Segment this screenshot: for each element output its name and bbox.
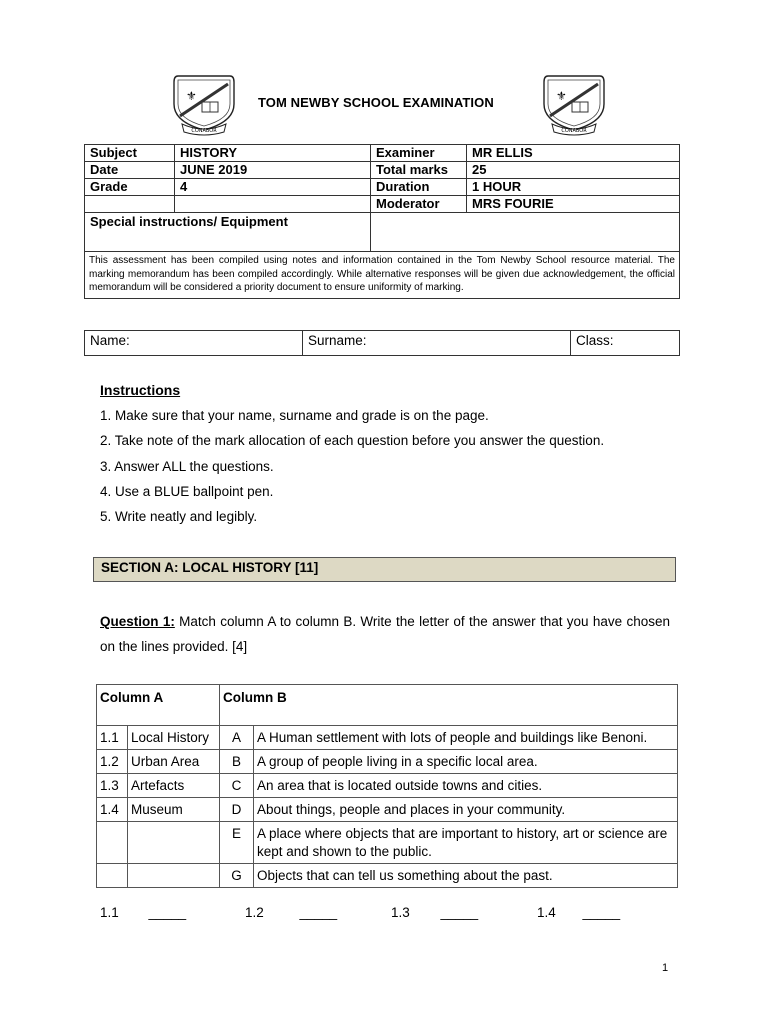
table-row: [97, 864, 678, 888]
total-marks-label: Total marks: [371, 162, 467, 179]
column-b-description: A Human settlement with lots of people and buildings like Benoni.: [254, 726, 678, 750]
question-1-label: Question 1:: [100, 614, 175, 629]
school-crest-logo-left: [164, 70, 244, 136]
examiner-label: Examiner: [371, 145, 467, 162]
answer-1-3: [391, 905, 478, 920]
instruction-item: 2. Take note of the mark allocation of each question before you answer the question.: [100, 433, 605, 449]
row-number: [97, 822, 128, 864]
answer-number: 1.1: [100, 905, 119, 920]
row-number: 1.3: [97, 774, 128, 798]
details-row-moderator: [85, 196, 680, 213]
row-number: 1.4: [97, 798, 128, 822]
moderator-label: Moderator: [371, 196, 467, 213]
empty-value: [175, 196, 371, 213]
special-instructions-label: Special instructions/ Equipment: [85, 213, 371, 252]
column-b-description: About things, people and places in your community.: [254, 798, 678, 822]
row-number: 1.1: [97, 726, 128, 750]
date-value: JUNE 2019: [175, 162, 371, 179]
row-number: 1.2: [97, 750, 128, 774]
subject-label: Subject: [85, 145, 175, 162]
instruction-item: 4. Use a BLUE ballpoint pen.: [100, 483, 274, 499]
empty-label: [85, 196, 175, 213]
answer-number: 1.2: [245, 905, 264, 920]
question-1-text: Match column A to column B. Write the letter of the answer that you have chosen on the lines provided. [4]: [100, 614, 670, 654]
svg-text:CONABOR: CONABOR: [191, 128, 217, 134]
column-b-description: An area that is located outside towns and cities.: [254, 774, 678, 798]
column-a-term: [128, 822, 220, 864]
table-row: [97, 822, 678, 864]
column-a-term: Artefacts: [128, 774, 220, 798]
student-info-table: [84, 330, 680, 356]
column-a-term: Urban Area: [128, 750, 220, 774]
instructions-list: [100, 406, 604, 532]
column-b-letter: B: [220, 750, 254, 774]
exam-details-table: [84, 144, 680, 299]
instructions-heading: Instructions: [100, 382, 181, 398]
answer-1-1: [100, 905, 186, 920]
details-row-subject: [85, 145, 680, 162]
answer-blank[interactable]: _____: [440, 905, 479, 920]
details-row-date: [85, 162, 680, 179]
page-number: 1: [662, 962, 669, 974]
details-row-grade: [85, 179, 680, 196]
table-row: [97, 798, 678, 822]
moderator-value: MRS FOURIE: [467, 196, 680, 213]
assessment-note: This assessment has been compiled using notes and information contained in the Tom Newby School resource material. The marking memorandum has been compiled accordingly. While alternative responses will be given due acknowledgement, the official memorandum will be considered a priority document to ensure uniformity of marking.: [85, 252, 680, 299]
column-b-letter: E: [220, 822, 254, 864]
instruction-item: 3. Answer ALL the questions.: [100, 458, 274, 474]
column-a-header: Column A: [97, 685, 220, 726]
svg-text:⚜: ⚜: [556, 89, 567, 103]
svg-text:CONABOR: CONABOR: [561, 128, 587, 134]
column-b-letter: G: [220, 864, 254, 888]
examiner-value: MR ELLIS: [467, 145, 680, 162]
details-row-special: [85, 213, 680, 252]
date-label: Date: [85, 162, 175, 179]
answer-number: 1.3: [391, 905, 410, 920]
section-a-heading: SECTION A: LOCAL HISTORY [11]: [93, 557, 676, 582]
special-instructions-value: [371, 213, 680, 252]
matching-table-header: [97, 685, 678, 726]
answer-blank[interactable]: _____: [299, 905, 338, 920]
row-number: [97, 864, 128, 888]
answer-blank[interactable]: _____: [148, 905, 187, 920]
answer-1-4: [537, 905, 620, 920]
subject-value: HISTORY: [175, 145, 371, 162]
duration-label: Duration: [371, 179, 467, 196]
instruction-item: 1. Make sure that your name, surname and grade is on the page.: [100, 408, 489, 423]
column-a-term: Museum: [128, 798, 220, 822]
matching-table: [96, 684, 678, 888]
table-row: [97, 750, 678, 774]
table-row: [97, 726, 678, 750]
name-field[interactable]: Name:: [85, 331, 303, 356]
answer-blank[interactable]: _____: [582, 905, 621, 920]
answer-number: 1.4: [537, 905, 556, 920]
grade-value: 4: [175, 179, 371, 196]
column-b-description: A group of people living in a specific local area.: [254, 750, 678, 774]
school-crest-logo-right: [534, 70, 614, 136]
total-marks-value: 25: [467, 162, 680, 179]
details-row-note: [85, 252, 680, 299]
instruction-item: 5. Write neatly and legibly.: [100, 509, 258, 525]
column-a-term: [128, 864, 220, 888]
grade-label: Grade: [85, 179, 175, 196]
column-b-header: Column B: [220, 685, 678, 726]
svg-text:⚜: ⚜: [186, 89, 197, 103]
duration-value: 1 HOUR: [467, 179, 680, 196]
column-b-description: A place where objects that are important to history, art or science are kept and shown to the public.: [254, 822, 678, 864]
column-b-letter: A: [220, 726, 254, 750]
column-b-letter: D: [220, 798, 254, 822]
column-a-term: Local History: [128, 726, 220, 750]
surname-field[interactable]: Surname:: [303, 331, 571, 356]
column-b-description: Objects that can tell us something about the past.: [254, 864, 678, 888]
table-row: [97, 774, 678, 798]
exam-title: TOM NEWBY SCHOOL EXAMINATION: [258, 95, 494, 110]
class-field[interactable]: Class:: [571, 331, 680, 356]
question-1-prompt: [100, 610, 670, 659]
answer-1-2: [245, 905, 337, 920]
column-b-letter: C: [220, 774, 254, 798]
